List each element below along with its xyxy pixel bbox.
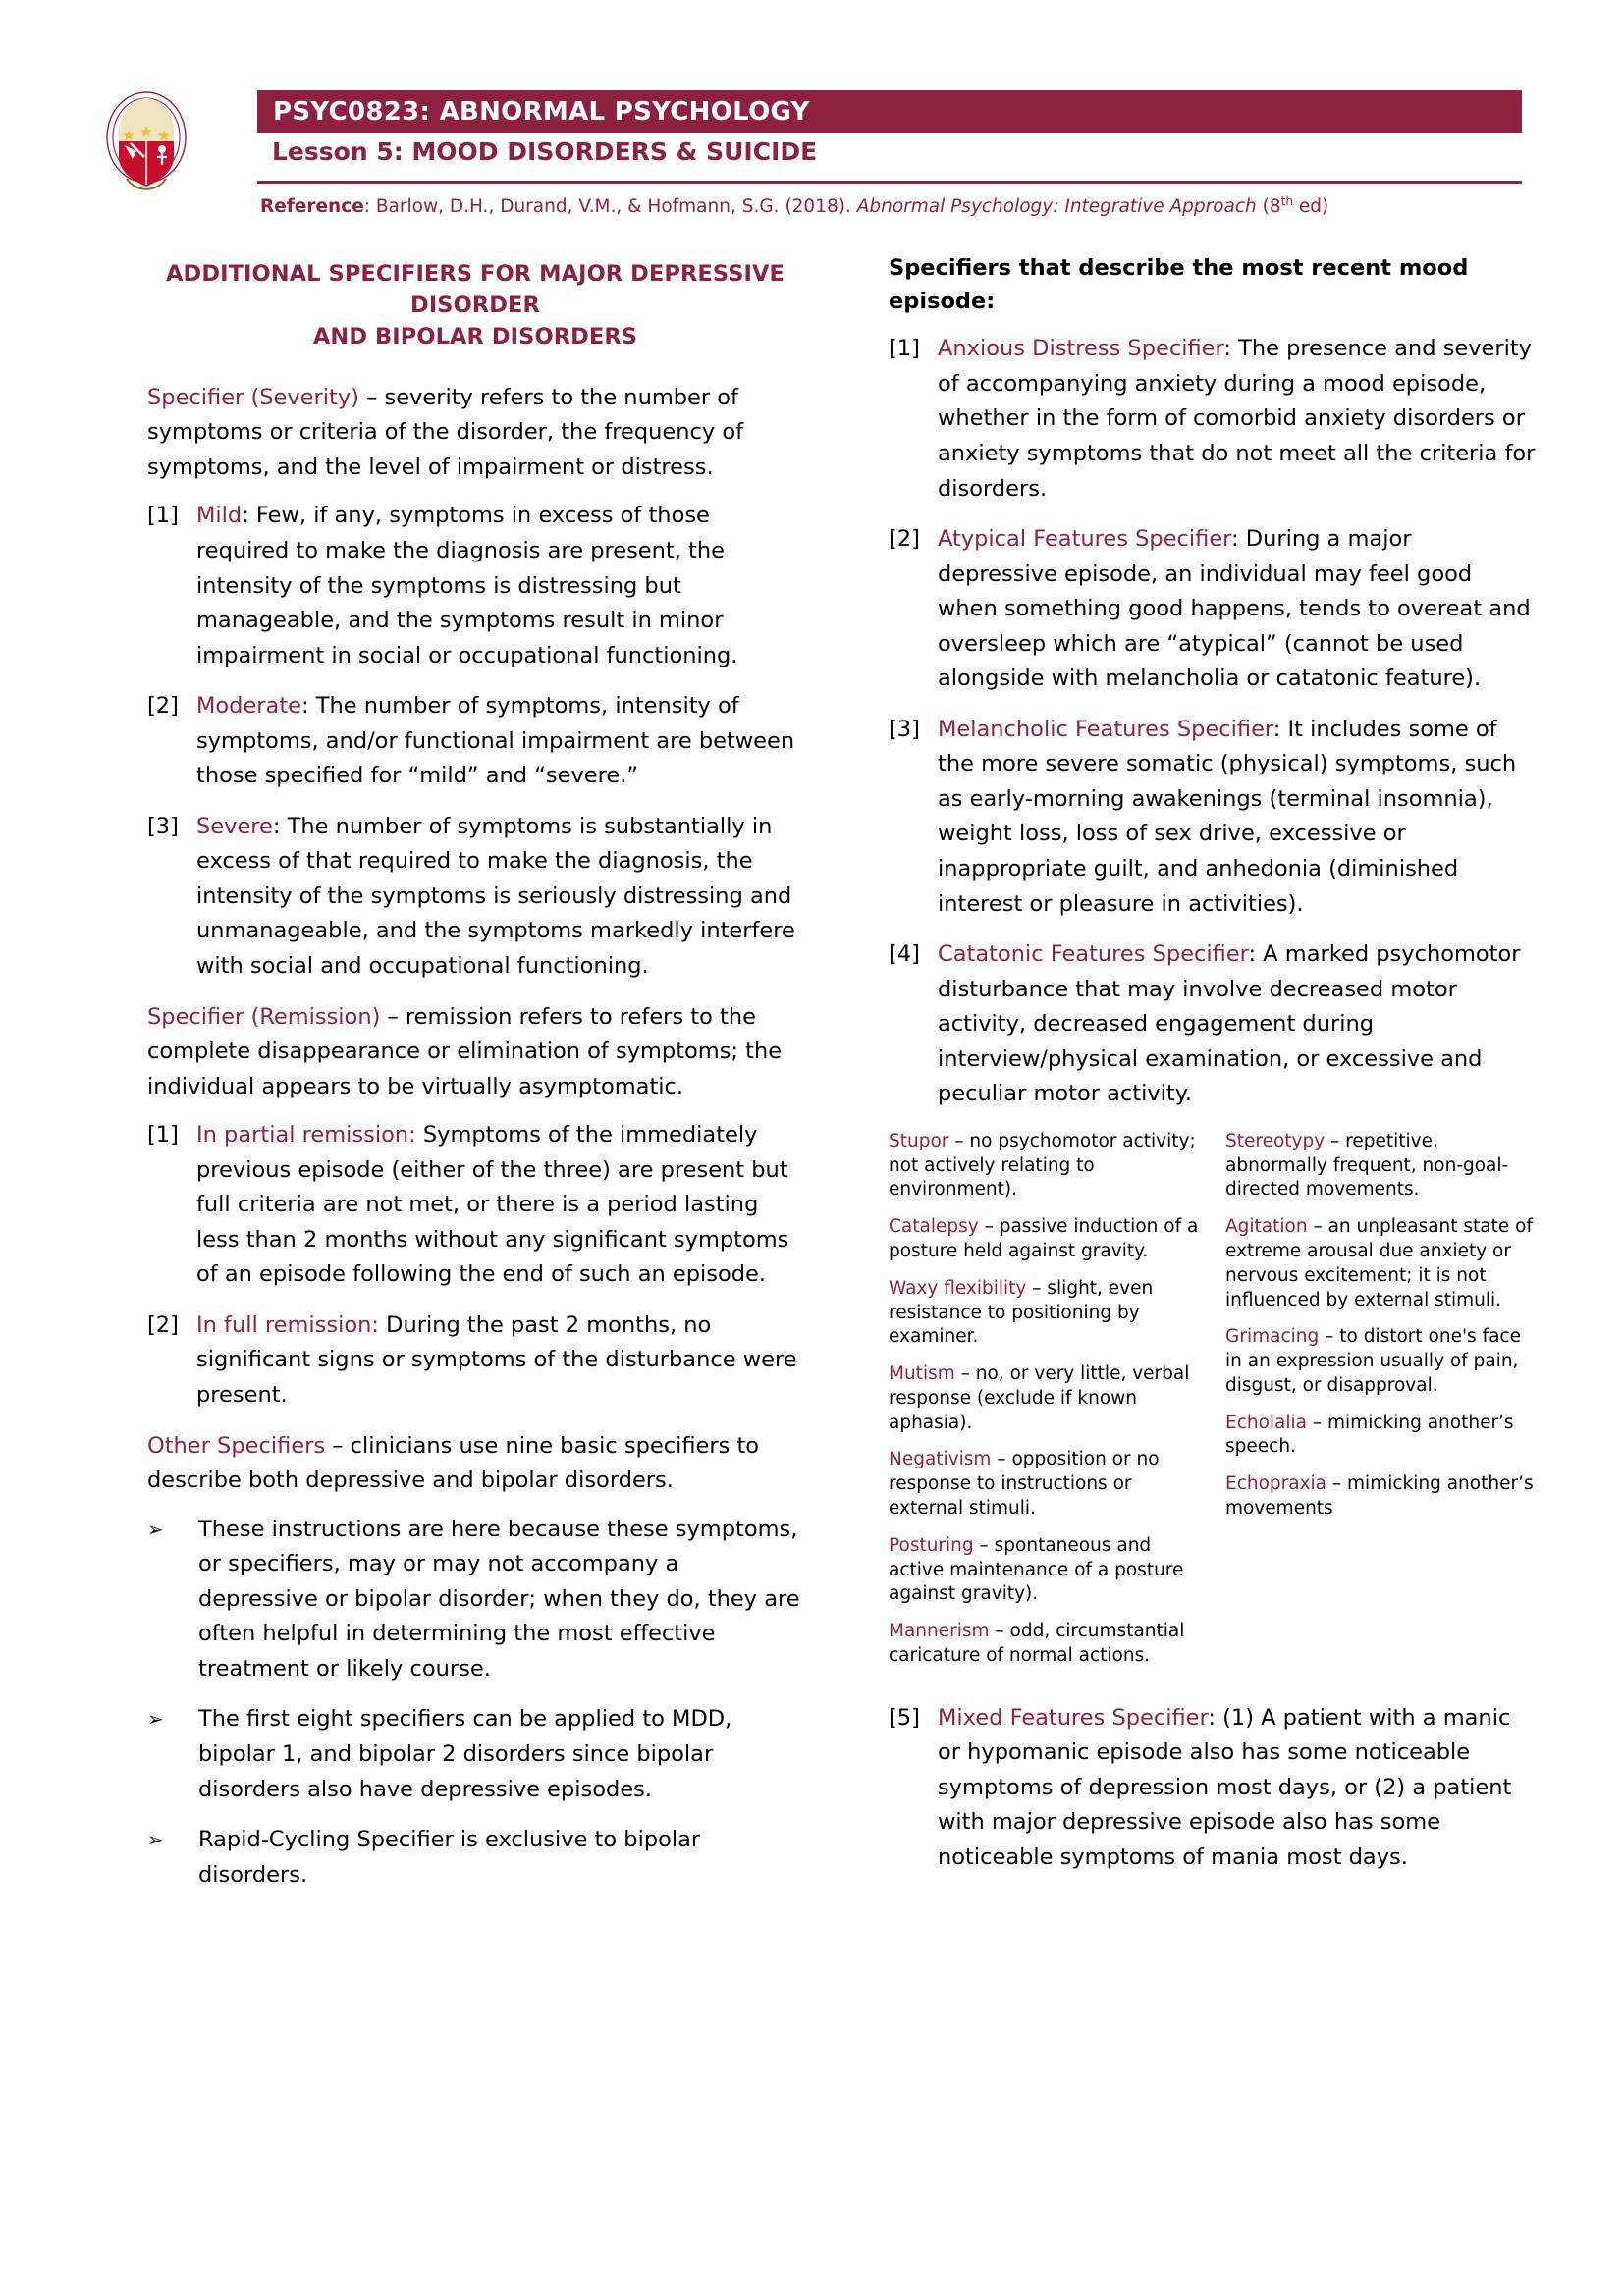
glossary-definition: – spontaneous and active maintenance of a posture against gravity).	[889, 1534, 1184, 1605]
header-divider	[257, 181, 1522, 184]
list-item	[147, 1308, 803, 1414]
list-marker: [2]	[147, 693, 179, 720]
item-term: In full remission:	[196, 1311, 379, 1338]
other-specifiers-paragraph	[147, 1429, 803, 1499]
glossary-entry	[1225, 1215, 1537, 1312]
left-column	[147, 247, 803, 1908]
glossary-entry	[889, 1130, 1200, 1202]
list-body: Rapid-Cycling Specifier is exclusive to bipolar disorders.	[198, 1827, 701, 1888]
list-body	[938, 1701, 1537, 1876]
list-body	[938, 332, 1537, 507]
glossary-column-left	[889, 1130, 1200, 1682]
list-marker: [1]	[147, 1122, 179, 1148]
severity-definition-text: – severity refers to the number of symptoms or criteria of the disorder, the frequency of symptoms, and the level of impairment or distress.	[147, 384, 744, 480]
list-body	[196, 499, 803, 673]
list-marker: [2]	[147, 1311, 179, 1338]
glossary-entry	[889, 1215, 1200, 1264]
glossary-definition: – repetitive, abnormally frequent, non-goal-directed movements.	[1225, 1130, 1509, 1201]
other-specifiers-text: – clinicians use nine basic specifiers to describe both depressive and bipolar disorders.	[147, 1432, 760, 1494]
list-item	[147, 1118, 803, 1293]
item-text: : The number of symptoms, intensity of symptoms, and/or functional impairment are between those specified for “mild” and “severe.”	[196, 693, 795, 789]
item-text: : A marked psychomotor disturbance that may involve decreased motor activity, decreased engagement during interview/physical examination, or excessive and peculiar motor activity.	[938, 941, 1521, 1107]
severity-term: Specifier (Severity)	[147, 384, 359, 410]
item-text: : (1) A patient with a manic or hypomanic episode also has some noticeable symptoms of depression most days, or (2) a patient with major depressive episode also has some noticeable symptoms of mania most days.	[938, 1704, 1512, 1870]
glossary-entry	[889, 1277, 1200, 1350]
right-column-heading: Specifiers that describe the most recent mood episode:	[889, 255, 1469, 315]
glossary-definition: – odd, circumstantial caricature of normal actions.	[889, 1621, 1185, 1666]
university-seal-icon	[103, 86, 189, 192]
glossary-entry	[889, 1534, 1200, 1607]
list-body	[196, 1308, 803, 1414]
list-body	[196, 689, 803, 794]
reference-edition-ordinal: th	[1280, 194, 1293, 208]
reference-label: Reference	[260, 196, 364, 218]
list-body: The first eight specifiers can be applied to MDD, bipolar 1, and bipolar 2 disorders since bipolar disorders also have depressive episodes.	[198, 1706, 732, 1802]
glossary-definition: – opposition or no response to instructions or external stimuli.	[889, 1449, 1160, 1520]
glossary-term: Stupor	[889, 1130, 949, 1151]
list-body	[938, 713, 1537, 922]
section-title-line-2: AND BIPOLAR DISORDERS	[312, 323, 638, 349]
item-text: : It includes some of the more severe somatic (physical) symptoms, such as early-morning awakenings (terminal insomnia), weight loss, loss of sex drive, excessive or inappropriate guilt, and anhedonia (diminished interest or pleasure in activities).	[938, 716, 1517, 917]
glossary-term: Agitation	[1225, 1216, 1308, 1238]
item-term: Moderate	[196, 693, 302, 720]
list-marker: [5]	[889, 1704, 920, 1731]
list-body	[938, 937, 1537, 1112]
glossary-term: Waxy flexibility	[889, 1277, 1027, 1299]
glossary-term: Catalepsy	[889, 1216, 979, 1238]
lesson-title	[272, 137, 1522, 166]
item-text: : The number of symptoms is substantially in excess of that required to make the diagnosis, the intensity of the symptoms is seriously distressing and unmanageable, and the symptoms markedly interfere with social and occupational functioning.	[196, 813, 795, 980]
section-title-line-1: ADDITIONAL SPECIFIERS FOR MAJOR DEPRESSIVE DISORDER	[166, 261, 785, 318]
glossary-definition: – mimicking another’s speech.	[1225, 1412, 1514, 1458]
course-code-label: PSYC0823: ABNORMAL PSYCHOLOGY	[273, 97, 810, 127]
item-text: During the past 2 months, no significant signs or symptoms of the disturbance were present.	[196, 1311, 797, 1409]
glossary-definition: – passive induction of a posture held against gravity.	[889, 1216, 1199, 1261]
list-item	[147, 810, 803, 985]
list-item	[889, 713, 1537, 922]
severity-definition-paragraph	[147, 381, 803, 486]
section-title	[147, 259, 803, 353]
list-marker: [2]	[889, 526, 920, 553]
list-body	[196, 810, 803, 985]
glossary-entry	[1225, 1472, 1537, 1522]
catatonic-terms-glossary	[889, 1130, 1537, 1682]
list-item	[147, 1702, 803, 1807]
reference-authors: : Barlow, D.H., Durand, V.M., & Hofmann, S.G. (2018).	[363, 196, 857, 218]
glossary-definition: – mimicking another’s movements	[1225, 1473, 1534, 1520]
list-marker: [3]	[147, 813, 179, 839]
item-term: Catatonic Features Specifier	[938, 941, 1249, 968]
page-header	[0, 0, 1624, 245]
glossary-term: Echopraxia	[1225, 1473, 1327, 1495]
list-marker: [4]	[889, 941, 920, 968]
list-item	[147, 689, 803, 794]
list-item	[889, 332, 1537, 507]
list-item	[889, 937, 1537, 1112]
remission-term: Specifier (Remission)	[147, 1003, 381, 1030]
list-body	[938, 522, 1537, 697]
reference-edition-open: (8	[1256, 196, 1281, 218]
right-column	[889, 247, 1537, 1891]
glossary-term: Mannerism	[889, 1621, 990, 1642]
reference-book-title: Abnormal Psychology: Integrative Approach	[856, 196, 1257, 218]
list-item	[147, 499, 803, 673]
arrow-bullet-icon: ➢	[147, 1517, 164, 1541]
item-text: Symptoms of the immediately previous episode (either of the three) are present but full criteria are not met, or there is a period lasting less than 2 months without any significant symptoms of an episode following the end of such an episode.	[196, 1122, 789, 1288]
list-item	[147, 1513, 803, 1687]
reference-citation	[260, 194, 1527, 217]
lesson-number-label: Lesson 5:	[272, 137, 404, 166]
list-item	[889, 1701, 1537, 1876]
course-title-bar	[257, 90, 1522, 133]
other-specifiers-term: Other Specifiers	[147, 1432, 326, 1459]
list-item	[147, 1823, 803, 1893]
glossary-entry	[1225, 1412, 1537, 1461]
item-term: Severe	[196, 813, 273, 839]
item-term: Atypical Features Specifier	[938, 526, 1232, 553]
glossary-term: Echolalia	[1225, 1412, 1307, 1433]
glossary-entry	[889, 1448, 1200, 1521]
item-term: Anxious Distress Specifier	[938, 336, 1224, 362]
list-body	[196, 1118, 803, 1293]
item-text: : Few, if any, symptoms in excess of those required to make the diagnosis are present, the intensity of the symptoms is distressing but manageable, and the symptoms result in minor impairment in social or occupational functioning.	[196, 503, 738, 668]
lesson-name-label: MOOD DISORDERS & SUICIDE	[403, 137, 818, 166]
item-term: Melancholic Features Specifier	[938, 716, 1273, 742]
glossary-entry	[889, 1362, 1200, 1435]
glossary-entry	[1225, 1325, 1537, 1398]
item-text: : The presence and severity of accompanying anxiety during a mood episode, whether in the form of comorbid anxiety disorders or anxiety symptoms that do not meet all the criteria for disorders.	[938, 336, 1536, 502]
glossary-term: Mutism	[889, 1363, 955, 1385]
arrow-bullet-icon: ➢	[147, 1828, 164, 1852]
remission-definition-text: – remission refers to refers to the complete disappearance or elimination of symptoms; the individual appears to be virtually asymptomatic.	[147, 1003, 783, 1099]
glossary-definition: – an unpleasant state of extreme arousal due anxiety or nervous excitement; it is not influenced by external stimuli.	[1225, 1216, 1533, 1310]
list-item	[889, 522, 1537, 697]
list-marker: [3]	[889, 716, 920, 742]
glossary-definition: – to distort one's face in an expression usually of pain, disgust, or disapproval.	[1225, 1326, 1521, 1396]
glossary-entry	[1225, 1130, 1537, 1202]
glossary-column-right	[1225, 1130, 1537, 1682]
arrow-bullet-icon: ➢	[147, 1707, 164, 1732]
glossary-definition: – slight, even resistance to positioning by examiner.	[889, 1277, 1154, 1348]
glossary-definition: – no, or very little, verbal response (exclude if known aphasia).	[889, 1363, 1190, 1433]
item-term: Mild	[196, 503, 243, 529]
item-term: Mixed Features Specifier	[938, 1704, 1209, 1731]
glossary-term: Posturing	[889, 1534, 974, 1556]
glossary-definition: – no psychomotor activity; not actively relating to environment).	[889, 1130, 1196, 1201]
list-marker: [1]	[147, 503, 179, 529]
item-text: : During a major depressive episode, an individual may feel good when something good happens, tends to overeat and oversleep which are “atypical” (cannot be used alongside with melancholia or catatonic feature).	[938, 526, 1531, 692]
remission-definition-paragraph	[147, 1000, 803, 1105]
glossary-term: Stereotypy	[1225, 1130, 1326, 1151]
list-marker: [1]	[889, 336, 920, 362]
glossary-entry	[889, 1620, 1200, 1669]
glossary-term: Grimacing	[1225, 1326, 1320, 1348]
glossary-term: Negativism	[889, 1449, 992, 1470]
item-term: In partial remission:	[196, 1122, 416, 1148]
list-body: These instructions are here because these symptoms, or specifiers, may or may not accompany a depressive or bipolar disorder; when they do, they are often helpful in determining the most effective treatment or likely course.	[198, 1516, 800, 1682]
reference-edition-close: ed)	[1292, 196, 1329, 218]
